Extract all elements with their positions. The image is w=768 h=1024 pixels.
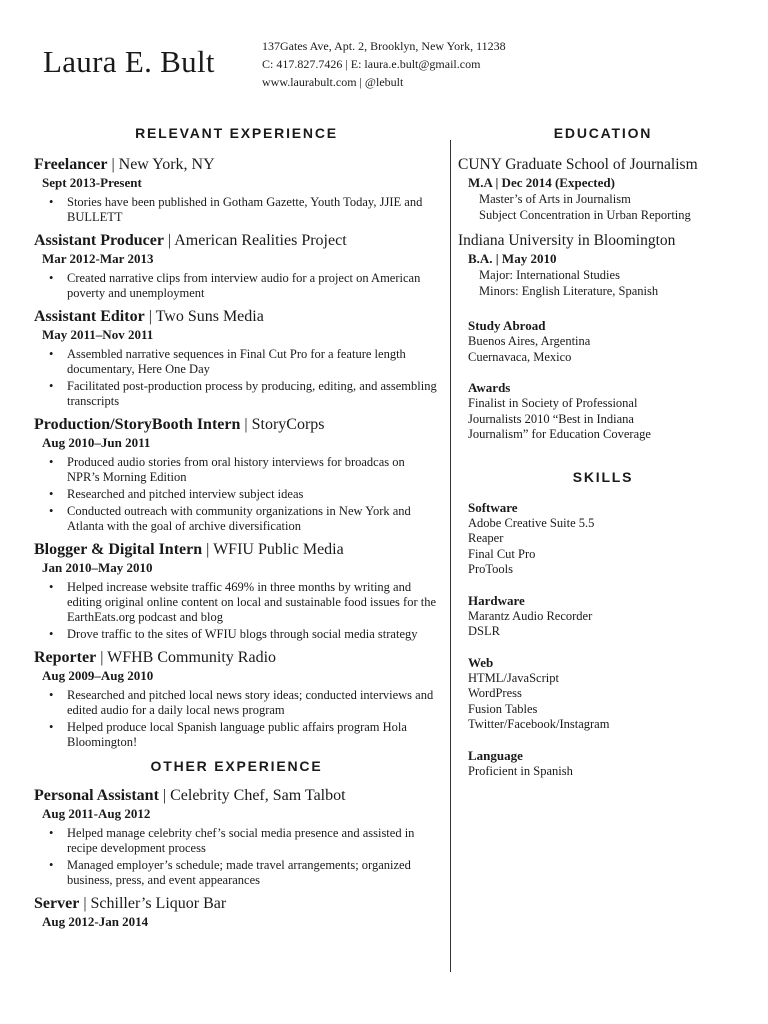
job-bullets xyxy=(34,347,439,409)
job-entry xyxy=(34,155,439,225)
job-title: Reporter | WFHB Community Radio xyxy=(34,649,277,666)
contact-address: 137Gates Ave, Apt. 2, Brooklyn, New York, 11238 xyxy=(262,39,506,53)
skill-group-label: Software xyxy=(468,499,518,515)
job-organization: New York, NY xyxy=(118,156,215,173)
awards-label: Awards xyxy=(468,380,511,395)
job-organization: WFIU Public Media xyxy=(213,541,344,558)
job-title: Server | Schiller’s Liquor Bar xyxy=(34,895,227,912)
job-organization: Two Suns Media xyxy=(155,308,264,325)
job-organization: WFHB Community Radio xyxy=(107,649,277,666)
job-title: Assistant Editor | Two Suns Media xyxy=(34,308,264,325)
contact-phone-email: C: 417.827.7426 | E: laura.e.bult@gmail.com xyxy=(262,57,481,71)
skill-group xyxy=(468,592,748,640)
job-title: Personal Assistant | Celebrity Chef, Sam Talbot xyxy=(34,787,346,804)
job-bullet: • Helped produce local Spanish language public affairs program Hola Bloomington! xyxy=(67,720,439,750)
study-abroad-label: Study Abroad xyxy=(468,318,546,333)
job-entry xyxy=(34,540,439,642)
skill-item: Reaper xyxy=(468,531,504,545)
job-organization: Celebrity Chef, Sam Talbot xyxy=(170,787,346,804)
job-title: Production/StoryBooth Intern | StoryCorps xyxy=(34,416,325,433)
school-detail: Major: International Studies xyxy=(479,268,620,282)
award-line: Journalism” for Education Coverage xyxy=(468,427,651,441)
skill-item: Adobe Creative Suite 5.5 xyxy=(468,515,595,530)
other-experience-heading: OTHER EXPERIENCE xyxy=(150,758,323,774)
skills-heading: SKILLS xyxy=(572,468,634,485)
job-bullet: • Drove traffic to the sites of WFIU blogs through social media strategy xyxy=(67,627,439,642)
job-bullet: • Managed employer’s schedule; made travel arrangements; organized business, press, and event appearances xyxy=(67,858,439,888)
study-abroad-block xyxy=(468,317,748,365)
school-entry xyxy=(458,231,748,299)
contact-block xyxy=(262,37,506,91)
job-entry xyxy=(34,648,439,750)
contact-web: www.laurabult.com | @lebult xyxy=(262,75,404,89)
job-bullets xyxy=(34,271,439,301)
award-line: Finalist in Society of Professional xyxy=(468,396,638,410)
skill-group-label: Language xyxy=(468,747,523,763)
skill-item: Final Cut Pro xyxy=(468,546,536,561)
job-organization: American Realities Project xyxy=(174,232,347,249)
skill-item: DSLR xyxy=(468,624,500,638)
job-entry xyxy=(34,307,439,409)
job-bullet: • Helped increase website traffic 469% in three months by writing and editing original online content on local and sustainable food issues for the EarthEats.org podcast and blog xyxy=(67,580,439,625)
skill-item: Marantz Audio Recorder xyxy=(468,608,593,623)
skill-group-label: Hardware xyxy=(468,592,525,608)
education-skills-column xyxy=(458,125,748,779)
school-degree: M.A | Dec 2014 (Expected) xyxy=(468,175,615,190)
job-dates: Mar 2012-Mar 2013 xyxy=(42,251,154,266)
job-bullet: • Assembled narrative sequences in Final Cut Pro for a feature length documentary, Here One Day xyxy=(67,347,439,377)
school-name: CUNY Graduate School of Journalism xyxy=(458,156,698,173)
job-role: Assistant Editor xyxy=(34,308,145,325)
skill-item: WordPress xyxy=(468,686,522,700)
skill-group-label: Web xyxy=(468,654,494,670)
job-bullet: • Produced audio stories from oral history interviews for broadcas on NPR’s Morning Edition xyxy=(67,455,439,485)
job-entry xyxy=(34,231,439,301)
school-degree: B.A. | May 2010 xyxy=(468,251,557,266)
relevant-experience-heading: RELEVANT EXPERIENCE xyxy=(135,125,338,141)
awards-block xyxy=(468,379,748,443)
job-bullet: • Facilitated post-production process by producing, editing, and assembling transcripts xyxy=(67,379,439,409)
column-divider xyxy=(450,140,451,972)
job-bullet: • Helped manage celebrity chef’s social media presence and assisted in recipe development process xyxy=(67,826,439,856)
job-bullet: • Created narrative clips from interview audio for a project on American poverty and unemployment xyxy=(67,271,439,301)
experience-column xyxy=(34,125,439,930)
job-role: Assistant Producer xyxy=(34,232,164,249)
job-role: Server xyxy=(34,895,80,912)
study-abroad-location: Cuernavaca, Mexico xyxy=(468,349,572,364)
study-abroad-location: Buenos Aires, Argentina xyxy=(468,334,591,348)
job-bullet: • Stories have been published in Gotham Gazette, Youth Today, JJIE and BULLETT xyxy=(67,195,439,225)
school-detail: Minors: English Literature, Spanish xyxy=(479,284,659,298)
job-organization: StoryCorps xyxy=(251,416,325,433)
job-role: Personal Assistant xyxy=(34,787,159,804)
resume-name: Laura E. Bult xyxy=(43,44,215,79)
job-bullets xyxy=(34,195,439,225)
job-title: Assistant Producer | American Realities Project xyxy=(34,232,347,249)
job-bullet: • Researched and pitched local news story ideas; conducted interviews and edited audio for a daily local news program xyxy=(67,688,439,718)
job-title: Freelancer | New York, NY xyxy=(34,156,215,173)
skill-item: HTML/JavaScript xyxy=(468,670,559,685)
job-dates: Sept 2013-Present xyxy=(42,175,142,190)
job-entry xyxy=(34,786,439,888)
job-bullets xyxy=(34,826,439,888)
skill-item: Proficient in Spanish xyxy=(468,763,573,778)
job-dates: Aug 2009–Aug 2010 xyxy=(42,668,154,683)
job-role: Production/StoryBooth Intern xyxy=(34,416,241,433)
job-dates: Aug 2010–Jun 2011 xyxy=(42,435,151,450)
job-bullets xyxy=(34,455,439,534)
school-name: Indiana University in Bloomington xyxy=(458,232,676,249)
job-title: Blogger & Digital Intern | WFIU Public Media xyxy=(34,541,344,558)
school-detail: Subject Concentration in Urban Reporting xyxy=(479,208,691,222)
job-role: Freelancer xyxy=(34,156,108,173)
job-entry xyxy=(34,894,439,930)
award-line: Journalists 2010 “Best in Indiana xyxy=(468,411,634,426)
school-detail: Master’s of Arts in Journalism xyxy=(479,192,631,206)
skill-item: Twitter/Facebook/Instagram xyxy=(468,717,610,731)
job-dates: Aug 2012-Jan 2014 xyxy=(42,914,149,929)
skill-item: Fusion Tables xyxy=(468,701,538,716)
job-dates: Aug 2011-Aug 2012 xyxy=(42,806,151,821)
education-heading: EDUCATION xyxy=(553,125,653,141)
job-bullet: • Researched and pitched interview subject ideas xyxy=(67,487,439,502)
school-entry xyxy=(458,155,748,223)
job-bullets xyxy=(34,580,439,642)
skill-group xyxy=(468,654,748,733)
job-bullet: • Conducted outreach with community organizations in New York and Atlanta with the goal of archive diversification xyxy=(67,504,439,534)
job-role: Reporter xyxy=(34,649,97,666)
job-entry xyxy=(34,415,439,534)
job-role: Blogger & Digital Intern xyxy=(34,541,203,558)
job-organization: Schiller’s Liquor Bar xyxy=(90,895,227,912)
job-dates: May 2011–Nov 2011 xyxy=(42,327,154,342)
skill-group xyxy=(468,499,748,578)
job-bullets xyxy=(34,688,439,750)
job-dates: Jan 2010–May 2010 xyxy=(42,560,153,575)
skill-group xyxy=(468,747,748,780)
skill-item: ProTools xyxy=(468,562,513,576)
